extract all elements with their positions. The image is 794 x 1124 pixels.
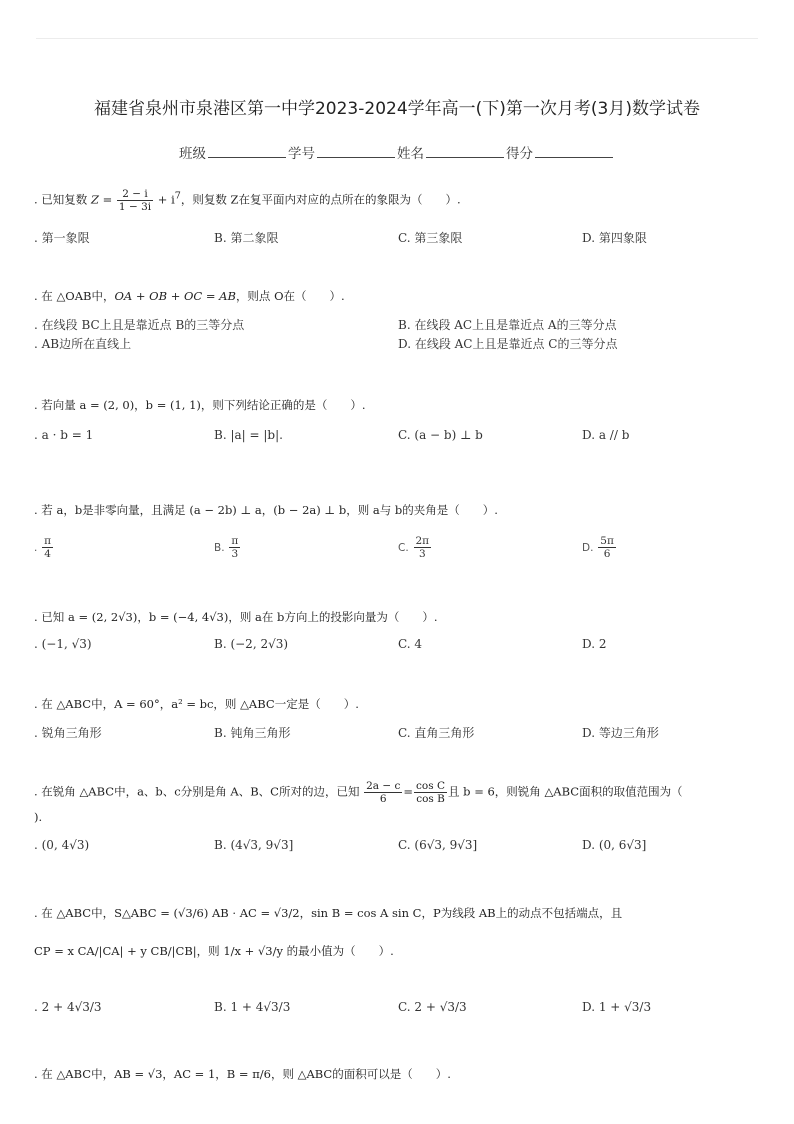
q4-option-b[interactable] [214, 535, 241, 560]
class-label: 班级 [179, 146, 206, 162]
question-4: . 若 a，b是非零向量，且满足 (a − 2b) ⊥ a，(b − 2a) ⊥ b，则 a与 b的夹角是（ ）. [34, 503, 498, 517]
question-1-exponent: 7 [174, 190, 181, 202]
fraction-numerator: π [231, 535, 239, 547]
question-1-term: + i [154, 192, 175, 207]
question-7 [34, 780, 683, 805]
q5-option-a[interactable]: . (−1, √3) [34, 637, 92, 651]
q1-option-d[interactable]: D. 第四象限 [582, 231, 647, 245]
option-letter: . [34, 542, 38, 555]
option-letter: C. [398, 542, 409, 555]
fraction-denominator: 4 [44, 548, 51, 561]
fraction-numerator: 2π [415, 535, 430, 547]
q3-option-b[interactable]: B. |a| = |b|. [214, 428, 283, 442]
q7-option-c[interactable]: C. (6√3, 9√3] [398, 838, 478, 852]
option-fraction [598, 535, 616, 560]
q1-option-c[interactable]: C. 第三象限 [398, 231, 463, 245]
top-divider [36, 38, 758, 39]
question-2-tail: ，则点 O在（ ）. [235, 289, 345, 303]
q7-option-b[interactable]: B. (4√3, 9√3] [214, 838, 294, 852]
question-8-continuation: CP = x CA/|CA| + y CB/|CB|，则 1/x + √3/y 的最小值为（ ）. [34, 944, 394, 958]
question-7-lead: . 在锐角 △ABC中，a、b、c分别是角 A、B、C所对的边，已知 [34, 784, 360, 799]
q7-option-d[interactable]: D. (0, 6√3] [582, 838, 647, 852]
question-7-fraction-right [414, 780, 447, 805]
q6-option-d[interactable]: D. 等边三角形 [582, 726, 659, 740]
q8-option-d[interactable]: D. 1 + √3/3 [582, 1000, 652, 1014]
question-7-equals: = [403, 784, 414, 799]
class-field[interactable] [208, 144, 286, 158]
question-1-var: Z [90, 192, 99, 207]
option-fraction [229, 535, 240, 560]
question-9: . 在 △ABC中，AB = √3，AC = 1，B = π/6，则 △ABC的面积可以是（ ）. [34, 1067, 451, 1081]
q5-option-d[interactable]: D. 2 [582, 637, 607, 651]
question-1-tail: ，则复数 Z在复平面内对应的点所在的象限为（ ）. [180, 192, 461, 207]
fraction-numerator: cos C [416, 780, 446, 792]
fraction-denominator: cos B [416, 793, 445, 806]
q4-option-c[interactable] [398, 535, 432, 560]
question-1-fraction [117, 188, 153, 213]
q2-option-b[interactable]: B. 在线段 AC上且是靠近点 A的三等分点 [398, 318, 617, 332]
question-2-lead: . 在 △OAB中， [34, 289, 115, 303]
q3-option-a[interactable]: . a · b = 1 [34, 428, 94, 442]
q5-option-c[interactable]: C. 4 [398, 637, 423, 651]
q1-option-b[interactable]: B. 第二象限 [214, 231, 279, 245]
question-7-fraction-left [364, 780, 402, 805]
question-3: . 若向量 a = (2, 0)，b = (1, 1)，则下列结论正确的是（ ）. [34, 398, 366, 412]
fraction-denominator: 1 − 3i [118, 201, 152, 214]
question-5: . 已知 a = (2, 2√3)，b = (−4, 4√3)，则 a在 b方向上的投影向量为（ ）. [34, 610, 438, 624]
question-7-continuation: ). [34, 810, 43, 824]
score-field[interactable] [535, 144, 613, 158]
student-info-line [0, 142, 794, 162]
q3-option-c[interactable]: C. (a − b) ⊥ b [398, 428, 483, 442]
fraction-denominator: 3 [231, 548, 239, 561]
fraction-numerator: 2 − i [117, 188, 153, 201]
option-fraction [42, 535, 53, 560]
fraction-denominator: 6 [603, 548, 611, 561]
score-label: 得分 [506, 146, 533, 162]
q7-option-a[interactable]: . (0, 4√3) [34, 838, 90, 852]
fraction-denominator: 3 [418, 548, 426, 561]
number-label: 学号 [288, 146, 315, 162]
q1-option-a[interactable]: . 第一象限 [34, 231, 90, 245]
q8-option-c[interactable]: C. 2 + √3/3 [398, 1000, 467, 1014]
question-7-tail: 且 b = 6，则锐角 △ABC面积的取值范围为（ [448, 784, 683, 799]
fraction-denominator: 6 [379, 793, 387, 806]
q8-option-b[interactable]: B. 1 + 4√3/3 [214, 1000, 291, 1014]
q6-option-b[interactable]: B. 钝角三角形 [214, 726, 291, 740]
q4-option-d[interactable] [582, 535, 617, 560]
q3-option-d[interactable]: D. a // b [582, 428, 630, 442]
name-field[interactable] [426, 144, 504, 158]
q4-option-a[interactable] [34, 535, 54, 560]
option-letter: D. [582, 542, 594, 555]
option-fraction [414, 535, 432, 560]
number-field[interactable] [317, 144, 395, 158]
question-8: . 在 △ABC中，S△ABC = (√3/6) AB · AC = √3/2，sin B = cos A sin C，P为线段 AB上的动点不包括端点，且 [34, 906, 623, 920]
q5-option-b[interactable]: B. (−2, 2√3) [214, 637, 289, 651]
question-2 [34, 288, 345, 304]
fraction-numerator: 5π [600, 535, 614, 547]
question-2-vector-equation: OA + OB + OC = AB [114, 289, 236, 303]
q2-option-a[interactable]: . 在线段 BC上且是靠近点 B的三等分点 [34, 318, 245, 332]
question-1: . 已知复数 Z = $\frac{2 - i}{1 - 3i}$ + $i^7$，则复数 Z在复平面内对应的点所在的象限为（ ）. [34, 188, 461, 214]
option-letter: B. [214, 542, 225, 555]
fraction-numerator: π [44, 535, 52, 547]
question-1-lead: . 已知复数 [34, 192, 91, 207]
q2-option-c[interactable]: . AB边所在直线上 [34, 337, 132, 351]
q2-option-d[interactable]: D. 在线段 AC上且是靠近点 C的三等分点 [398, 337, 618, 351]
q6-option-c[interactable]: C. 直角三角形 [398, 726, 475, 740]
question-6: . 在 △ABC中，A = 60°，a² = bc，则 △ABC一定是（ ）. [34, 697, 359, 711]
page-title: 福建省泉州市泉港区第一中学2023-2024学年高一(下)第一次月考(3月)数学试卷 [93, 99, 700, 119]
q6-option-a[interactable]: . 锐角三角形 [34, 726, 102, 740]
name-label: 姓名 [397, 146, 424, 162]
q8-option-a[interactable]: . 2 + 4√3/3 [34, 1000, 102, 1014]
fraction-numerator: 2a − c [366, 780, 401, 792]
